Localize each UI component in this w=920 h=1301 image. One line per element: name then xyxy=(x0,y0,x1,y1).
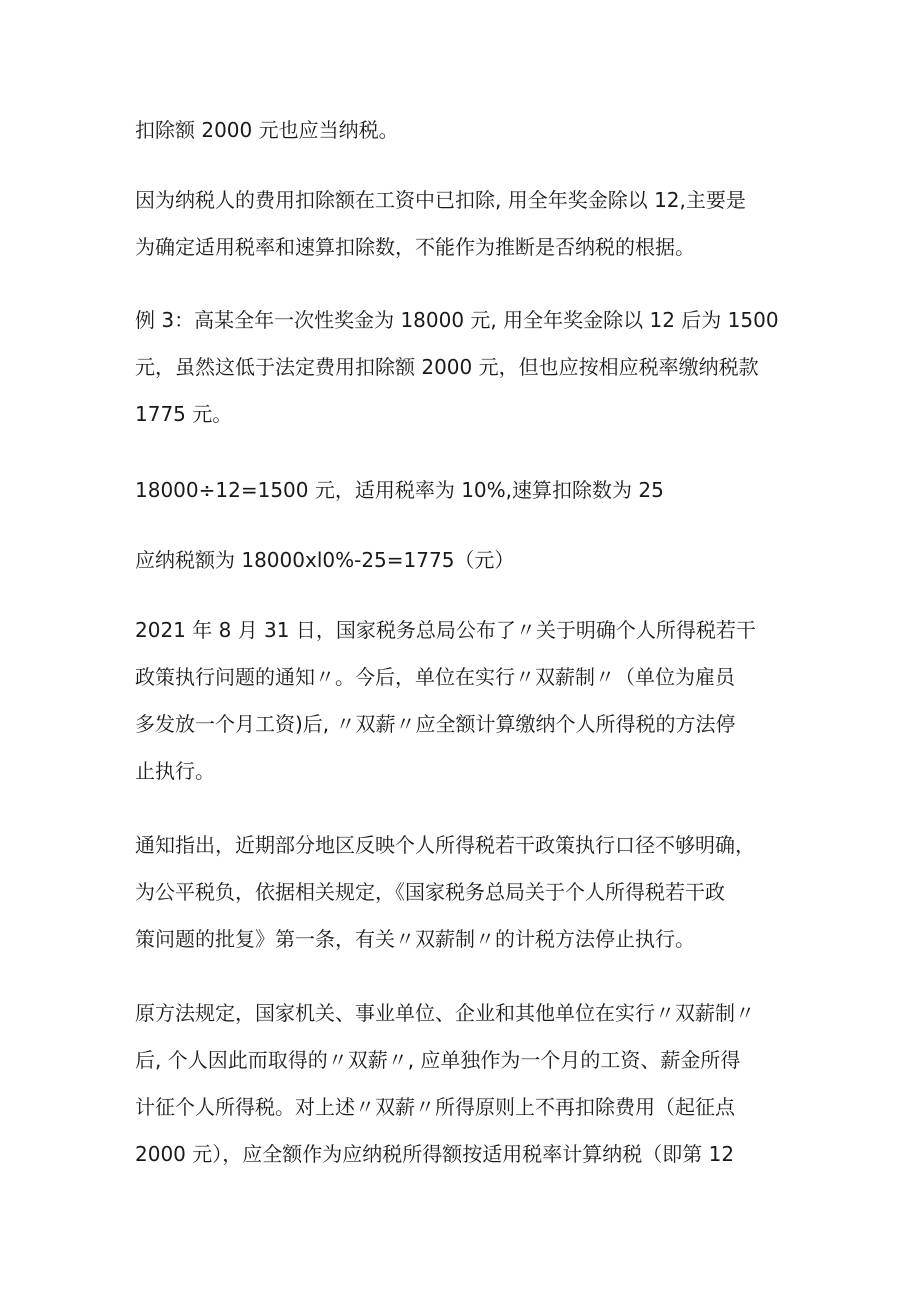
text-line: 扣除额 2000 元也应当纳税。 xyxy=(135,118,399,142)
text-line: 止执行。 xyxy=(135,759,215,783)
paragraph-7 xyxy=(135,822,795,963)
text-line: 策问题的批复》第一条，有关〃双薪制〃的计税方法停止执行。 xyxy=(135,927,695,951)
paragraph-1 xyxy=(135,107,795,154)
paragraph-5 xyxy=(135,537,795,584)
text-line: 因为纳税人的费用扣除额在工资中已扣除, 用全年奖金除以 12,主要是 xyxy=(135,188,746,212)
text-line: 原方法规定，国家机关、事业单位、企业和其他单位在实行〃双薪制〃 xyxy=(135,1001,755,1025)
text-line: 1775 元。 xyxy=(135,402,233,426)
text-line: 元，虽然这低于法定费用扣除额 2000 元，但也应按相应税率缴纳税款 xyxy=(135,355,759,379)
text-line: 2021 年 8 月 31 日，国家税务总局公布了〃关于明确个人所得税若干 xyxy=(135,618,756,642)
paragraph-3 xyxy=(135,297,795,438)
paragraph-4 xyxy=(135,467,795,514)
text-line: 应纳税额为 18000xl0%-25=1775（元） xyxy=(135,548,515,572)
text-line: 2000 元），应全额作为应纳税所得额按适用税率计算纳税（即第 12 xyxy=(135,1142,735,1166)
paragraph-2 xyxy=(135,177,795,271)
text-line: 例 3：高某全年一次性奖金为 18000 元, 用全年奖金除以 12 后为 1500 xyxy=(135,308,779,332)
text-line: 为确定适用税率和速算扣除数，不能作为推断是否纳税的根据。 xyxy=(135,235,695,259)
text-line: 18000÷12=1500 元，适用税率为 10%,速算扣除数为 25 xyxy=(135,478,664,502)
text-line: 后, 个人因此而取得的〃双薪〃, 应单独作为一个月的工资、薪金所得 xyxy=(135,1048,741,1072)
text-line: 计征个人所得税。对上述〃双薪〃所得原则上不再扣除费用（起征点 xyxy=(135,1095,735,1119)
paragraph-6 xyxy=(135,607,795,795)
paragraph-8 xyxy=(135,990,795,1178)
text-line: 为公平税负，依据相关规定，《国家税务总局关于个人所得税若干政 xyxy=(135,880,725,904)
text-line: 通知指出，近期部分地区反映个人所得税若干政策执行口径不够明确， xyxy=(135,833,755,857)
text-line: 政策执行问题的通知〃。今后，单位在实行〃双薪制〃（单位为雇员 xyxy=(135,665,735,689)
text-line: 多发放一个月工资)后, 〃双薪〃应全额计算缴纳个人所得税的方法停 xyxy=(135,712,736,736)
